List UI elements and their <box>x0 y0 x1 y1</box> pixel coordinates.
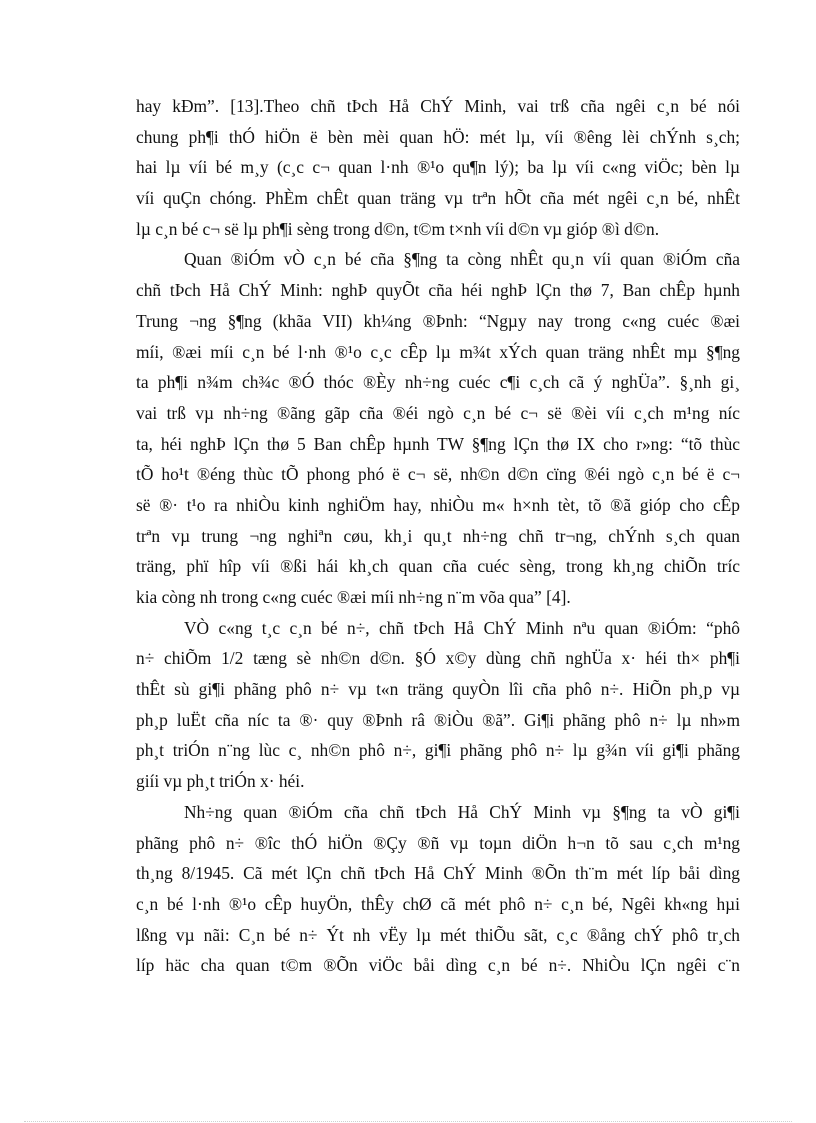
text-line: hai lµ víi bé m¸y (c¸c c¬ quan l·nh ®¹o qu¶n lý); ba lµ víi c«ng viÖc; bèn lµ <box>136 157 740 178</box>
text-line: n÷ chiÕm 1/2 tæng sè nh©n d©n. §Ó x©y dùng chñ nghÜa x· héi th× ph¶i <box>136 648 740 669</box>
text-line: träng, phï hîp víi ®ßi hái kh¸ch quan cña cuéc sèng, trong kh¸ng chiÕn tríc <box>136 556 740 577</box>
page-bottom-divider <box>24 1121 792 1122</box>
document-page <box>136 91 740 981</box>
paragraph-end-line: giíi vµ ph¸t triÓn x· héi. <box>136 771 305 792</box>
text-line: Trung ¬ng §¶ng (khãa VII) kh¼ng ®Þnh: “Ngµy nay trong c«ng cuéc ®æi <box>136 310 740 331</box>
text-line: c¸n bé l·nh ®¹o cÊp huyÖn, thÊy chØ cã mét phô n÷ c¸n bé, Ngêi kh«ng hµi <box>136 893 740 914</box>
text-line: ph¸t triÓn n¨ng lùc c¸ nh©n phô n÷, gi¶i phãng phô n÷ lµ g¾n víi gi¶i phãng <box>136 740 740 761</box>
text-line: së ®· t¹o ra nhiÒu kinh nghiÖm hay, nhiÒu m« h×nh tèt, tõ ®ã gióp cho cÊp <box>136 494 740 515</box>
text-line: chñ tÞch Hå ChÝ Minh: nghÞ quyÕt cña héi nghÞ lÇn thø 7, Ban chÊp hµnh <box>136 280 740 301</box>
paragraph-first-line: VÒ c«ng t¸c c¸n bé n÷, chñ tÞch Hå ChÝ Minh nªu quan ®iÓm: “phô <box>184 617 740 638</box>
text-line: tÕ ho¹t ®éng thùc tÕ phong phó ë c¬ së, nh©n d©n cïng ®éi ngò c¸n bé ë c¬ <box>136 464 740 485</box>
text-line: ta ph¶i n¾m ch¾c ®Ó thóc ®Èy nh÷ng cuéc c¶i c¸ch cã ý nghÜa”. §¸nh gi¸ <box>136 372 740 393</box>
text-line: ta, héi nghÞ lÇn thø 5 Ban chÊp hµnh TW §¶ng lÇn thø IX cho r»ng: “tõ thùc <box>136 433 740 454</box>
paragraph-end-line: kia còng nh trong c«ng cuéc ®æi míi nh÷ng n¨m võa qua” [4]. <box>136 587 571 607</box>
text-line: trªn vµ trung ¬ng nghiªn cøu, kh¸i qu¸t nh÷ng chñ tr¬ng, chÝnh s¸ch quan <box>136 525 740 546</box>
paragraph-first-line: Nh÷ng quan ®iÓm cña chñ tÞch Hå ChÝ Minh vµ §¶ng ta vÒ gi¶i <box>184 801 740 822</box>
text-line: míi, ®æi míi c¸n bé l·nh ®¹o c¸c cÊp lµ m¾t xÝch quan träng nhÊt mµ §¶ng <box>136 341 740 362</box>
text-line: víi quÇn chóng. PhÈm chÊt quan träng vµ trªn hÕt cña mét ngêi c¸n bé, nhÊt <box>136 188 740 209</box>
paragraph-first-line: Quan ®iÓm vÒ c¸n bé cña §¶ng ta còng nhÊt qu¸n víi quan ®iÓm cña <box>184 249 740 270</box>
paragraph-end-line: lµ c¸n bé c¬ së lµ ph¶i sèng trong d©n, t©m t×nh víi d©n vµ gióp ®ì d©n. <box>136 218 660 239</box>
text-line: lßng vµ nãi: C¸n bé n÷ Ýt nh vËy lµ mét thiÕu sãt, c¸c ®ång chÝ phô tr¸ch <box>136 924 740 945</box>
text-line: th¸ng 8/1945. Cã mét lÇn chñ tÞch Hå ChÝ Minh ®Õn th¨m mét líp båi dìng <box>136 863 740 884</box>
text-line: thÊt sù gi¶i phãng phô n÷ vµ t«n träng quyÒn lîi cña phô n÷. HiÕn ph¸p vµ <box>136 679 740 700</box>
text-line: phãng phô n÷ ®îc thÓ hiÖn ®Çy ®ñ vµ toµn diÖn h¬n tõ sau c¸ch m¹ng <box>136 832 740 853</box>
text-line: líp häc cha quan t©m ®Õn viÖc båi dìng c¸n bé n÷. NhiÒu lÇn ngêi c¨n <box>136 955 740 976</box>
text-line: hay kĐm”. [13].Theo chñ tÞch Hå ChÝ Minh, vai trß cña ngêi c¸n bé nói <box>136 96 740 116</box>
text-line: vai trß vµ nh÷ng ®ãng gãp cña ®éi ngò c¸n bé c¬ së ®èi víi c¸ch m¹ng níc <box>136 402 740 423</box>
text-line: ph¸p luËt cña níc ta ®· quy ®Þnh râ ®iÒu ®ã”. Gi¶i phãng phô n÷ lµ nh»m <box>136 709 740 730</box>
text-line: chung ph¶i thÓ hiÖn ë bèn mèi quan hÖ: mét lµ, víi ®êng lèi chÝnh s¸ch; <box>136 126 740 147</box>
